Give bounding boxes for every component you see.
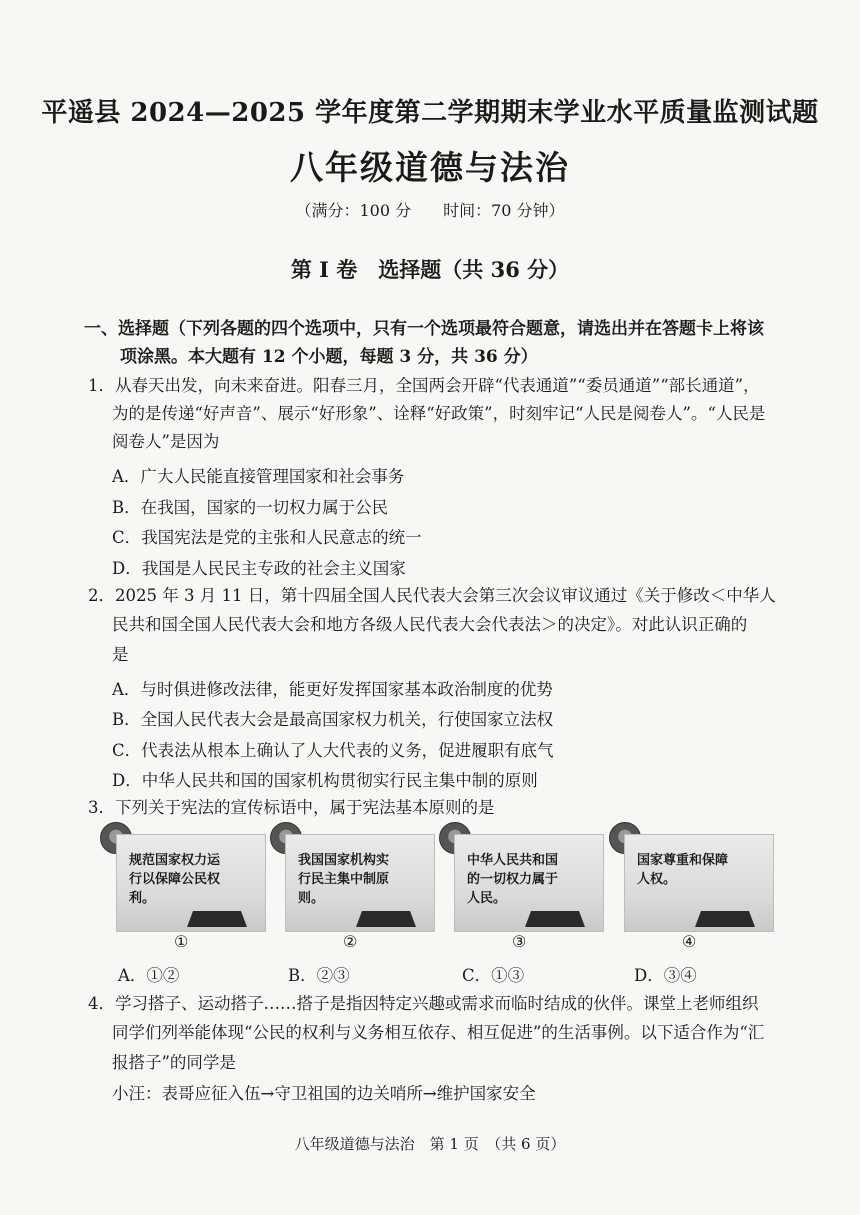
q4-stem-line-1: 4．学习搭子、运动搭子……搭子是指因特定兴趣或需求而临时结成的伙伴。课堂上老师组织	[88, 994, 759, 1013]
q1-stem-line-2: 为的是传递“好声音”、展示“好形象”、诠释“好政策”，时刻牢记“人民是阅卷人”。“人民是	[112, 404, 766, 423]
image-marker-3: ③	[512, 932, 527, 951]
exam-title: 平遥县 2024—2025 学年度第二学期期末学业水平质量监测试题	[41, 98, 819, 128]
slogan-image-4	[624, 834, 774, 932]
tiananmen-icon	[525, 911, 585, 927]
slogan-text-2: 我国国家机构实行民主集中制原则。	[298, 853, 390, 906]
q2-option-d: D．中华人民共和国的国家机构贯彻实行民主集中制的原则	[112, 771, 538, 790]
q1-stem-line-1: 1．从春天出发，向未来奋进。阳春三月，全国两会开辟“代表通道”“委员通道”“部长通道”，	[88, 376, 760, 395]
section-heading: 第 Ⅰ 卷 选择题（共 36 分）	[290, 257, 570, 282]
q3-option-b: B．②③	[288, 966, 350, 985]
q1-option-c: C．我国宪法是党的主张和人民意志的统一	[112, 528, 422, 547]
q3-option-d: D．③④	[634, 966, 697, 985]
q2-stem-line-3: 是	[112, 645, 129, 664]
instructions-line-2: 项涂黑。本大题有 12 个小题，每题 3 分，共 36 分）	[120, 347, 538, 367]
tiananmen-icon	[695, 911, 755, 927]
image-marker-2: ②	[343, 932, 358, 951]
q2-option-c: C．代表法从根本上确认了人大代表的义务，促进履职有底气	[112, 741, 554, 760]
q2-option-b: B．全国人民代表大会是最高国家权力机关，行使国家立法权	[112, 710, 554, 729]
q3-option-c: C．①③	[462, 966, 525, 985]
q3-stem: 3．下列关于宪法的宣传标语中，属于宪法基本原则的是	[88, 798, 495, 817]
slogan-text-4: 国家尊重和保障人权。	[637, 853, 729, 887]
q3-option-a: A．①②	[118, 966, 180, 985]
instructions-line-1: 一、选择题（下列各题的四个选项中，只有一个选项最符合题意，请选出并在答题卡上将该	[84, 319, 764, 339]
q4-stem-line-3: 报搭子”的同学是	[112, 1053, 236, 1072]
q2-stem-line-2: 民共和国全国人民代表大会和地方各级人民代表大会代表法＞的决定》。对此认识正确的	[112, 615, 748, 634]
q1-option-b: B．在我国，国家的一切权力属于公民	[112, 498, 389, 517]
subject-title: 八年级道德与法治	[290, 148, 570, 187]
q2-option-a: A．与时俱进修改法律，能更好发挥国家基本政治制度的优势	[112, 680, 553, 699]
q1-stem-line-3: 阅卷人”是因为	[112, 432, 220, 451]
q4-student-xiaowang: 小汪：表哥应征入伍→守卫祖国的边关哨所→维护国家安全	[112, 1084, 536, 1103]
image-marker-1: ①	[174, 932, 189, 951]
score-time-info: （满分：100 分 时间：70 分钟）	[295, 201, 565, 220]
slogan-text-3: 中华人民共和国的一切权力属于人民。	[467, 853, 559, 906]
q1-option-a: A．广大人民能直接管理国家和社会事务	[112, 467, 405, 486]
page-footer: 八年级道德与法治 第 1 页 （共 6 页）	[294, 1135, 566, 1153]
tiananmen-icon	[187, 911, 247, 927]
tiananmen-icon	[356, 911, 416, 927]
q4-stem-line-2: 同学们列举能体现“公民的权利与义务相互依存、相互促进”的生活事例。以下适合作为“汇	[112, 1023, 765, 1042]
image-marker-4: ④	[682, 932, 697, 951]
q1-option-d: D．我国是人民民主专政的社会主义国家	[112, 559, 406, 578]
slogan-image-1	[116, 834, 266, 932]
slogan-image-3	[454, 834, 604, 932]
slogan-image-2	[285, 834, 435, 932]
q2-stem-line-1: 2．2025 年 3 月 11 日，第十四届全国人民代表大会第三次会议审议通过《关于修改＜中华人	[88, 586, 776, 605]
slogan-text-1: 规范国家权力运行以保障公民权利。	[129, 853, 221, 906]
